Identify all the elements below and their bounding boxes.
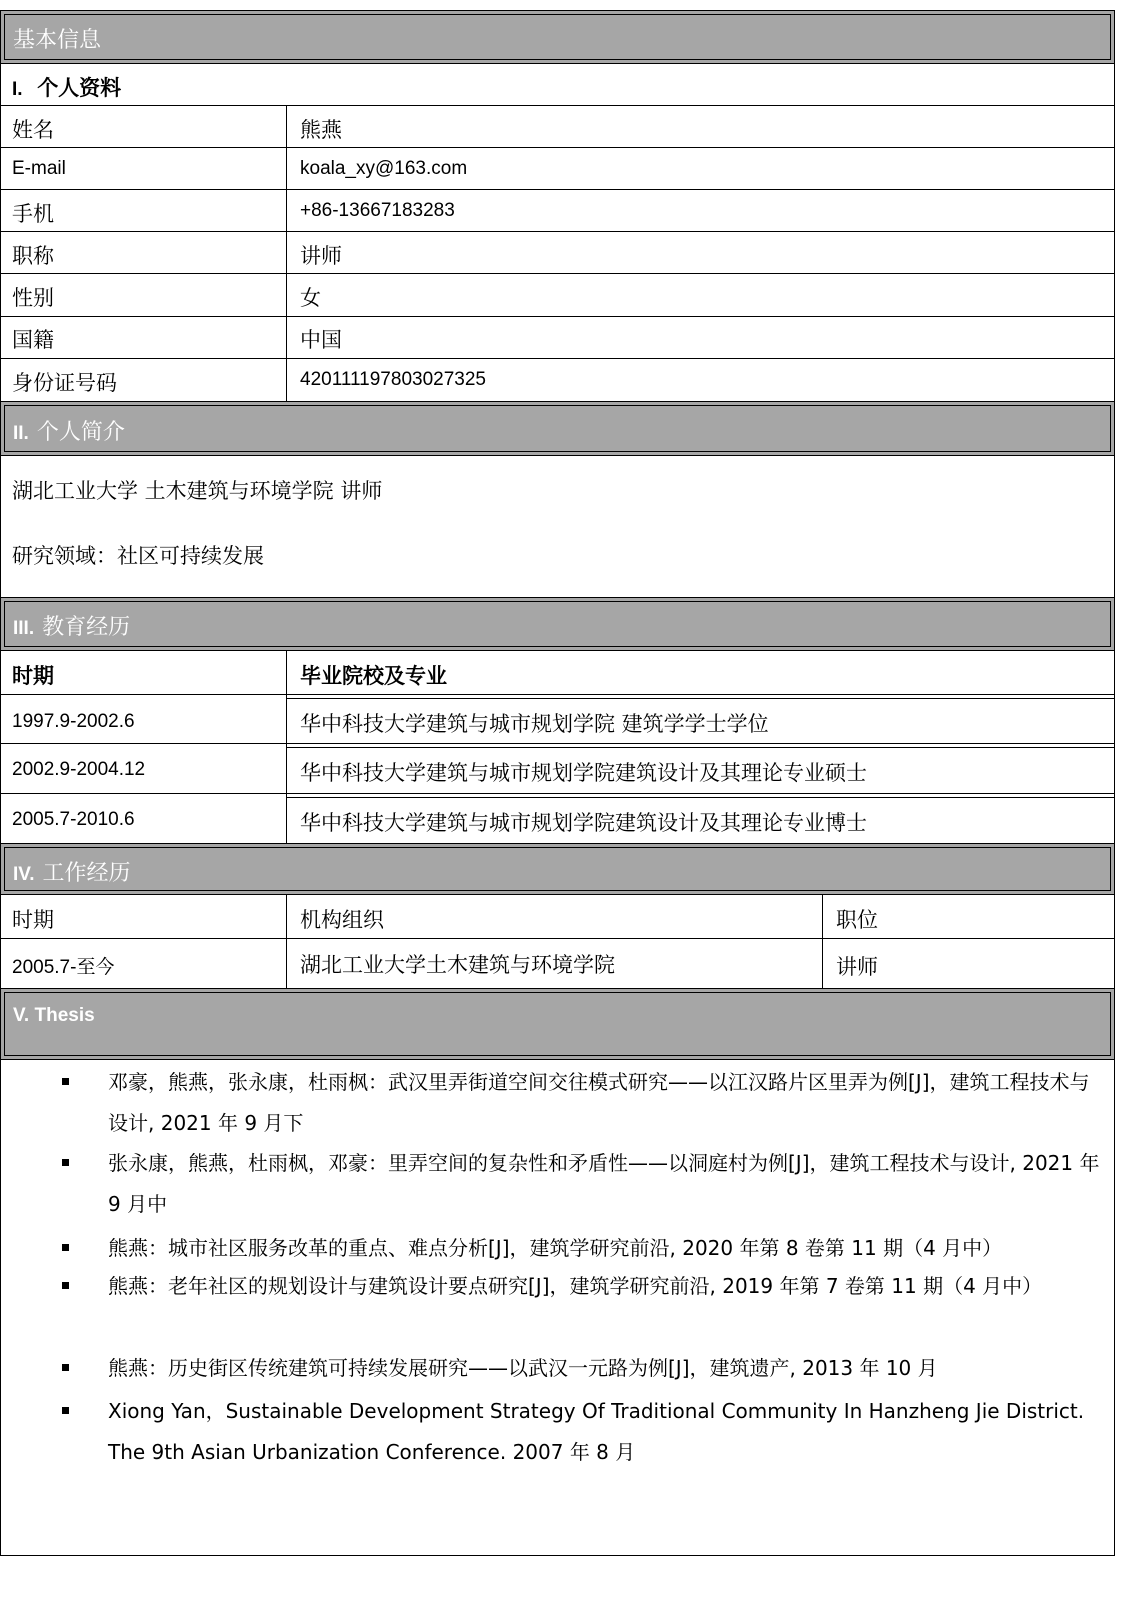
section-title: 基本信息 [13,28,102,53]
bullet-icon [62,1159,69,1166]
thesis-item-3: 熊燕：城市社区服务改革的重点、难点分析[J]，建筑学研究前沿, 2020 年第 8 卷第 11 期（4 月中） [108,1236,1003,1260]
work-col-position: 职位 [836,908,878,932]
value-name: 熊燕 [300,118,342,142]
label-phone: 手机 [12,202,54,226]
value-title: 讲师 [300,244,342,268]
thesis-item-4: 熊燕：老年社区的规划设计与建筑设计要点研究[J]，建筑学研究前沿, 2019 年第 7 卷第 11 期（4 月中） [108,1274,1043,1298]
work-col-org: 机构组织 [300,908,384,932]
value-nationality: 中国 [300,328,342,352]
bullet-icon [62,1282,69,1289]
thesis-item-5: 熊燕：历史街区传统建筑可持续发展研究——以武汉一元路为例[J]，建筑遗产, 2013 年 10 月 [108,1356,938,1380]
value-id: 420111197803027325 [300,369,486,390]
bullet-icon [62,1244,69,1251]
work-org-1: 湖北工业大学土木建筑与环境学院 [300,953,615,977]
section-header-work [0,843,1115,895]
section-header-thesis [0,988,1115,1060]
heading-number: III. [13,618,35,639]
edu-period-1: 1997.9-2002.6 [12,711,135,732]
heading-text: 个人简介 [36,420,125,445]
bullet-icon [62,1407,69,1414]
label-nationality: 国籍 [12,328,54,352]
profile-heading [12,72,121,102]
edu-period-2: 2002.9-2004.12 [12,759,146,780]
heading-text: 工作经历 [42,861,131,886]
value-email: koala_xy@163.com [300,158,468,179]
heading-text: V. Thesis [13,1005,95,1026]
edu-school-2: 华中科技大学建筑与城市规划学院建筑设计及其理论专业硕士 [300,761,867,785]
edu-school-1: 华中科技大学建筑与城市规划学院 建筑学学士学位 [300,712,769,736]
label-title: 职称 [12,244,54,268]
heading-number: I. [12,79,23,100]
thesis-item-6: Xiong Yan，Sustainable Development Strategy Of Traditional Community In Hanzheng Jie District. The 9th Asian Urbanization Conference. 2007 年 8 月 [108,1399,1085,1464]
heading-text: 教育经历 [42,615,131,640]
section-header-intro [0,401,1115,456]
value-gender: 女 [300,286,321,310]
work-period-1: 2005.7-至今 [12,957,115,978]
heading-number: II. [13,423,29,444]
edu-col-school: 毕业院校及专业 [300,664,447,688]
intro-line-1: 湖北工业大学 土木建筑与环境学院 讲师 [12,479,383,503]
label-gender: 性别 [12,286,54,310]
edu-col-period: 时期 [12,664,54,688]
bullet-icon [62,1078,69,1085]
work-position-1: 讲师 [836,955,878,979]
label-name: 姓名 [12,118,54,142]
label-id: 身份证号码 [12,371,117,395]
label-email: E-mail [12,158,66,179]
edu-school-3: 华中科技大学建筑与城市规划学院建筑设计及其理论专业博士 [300,811,867,835]
intro-line-2: 研究领域：社区可持续发展 [12,544,264,568]
heading-text: 个人资料 [37,76,122,100]
value-phone: +86-13667183283 [300,200,455,221]
work-col-period: 时期 [12,908,54,932]
bullet-icon [62,1364,69,1371]
thesis-item-2: 张永康，熊燕，杜雨枫，邓豪：里弄空间的复杂性和矛盾性——以洞庭村为例[J]，建筑工程技术与设计, 2021 年 9 月中 [108,1151,1100,1216]
heading-number: IV. [13,864,35,885]
section-header-education [0,597,1115,651]
section-header-basic [0,10,1115,64]
thesis-item-1: 邓豪，熊燕，张永康，杜雨枫：武汉里弄街道空间交往模式研究——以江汉路片区里弄为例[J]，建筑工程技术与设计, 2021 年 9 月下 [108,1070,1090,1135]
edu-period-3: 2005.7-2010.6 [12,809,135,830]
